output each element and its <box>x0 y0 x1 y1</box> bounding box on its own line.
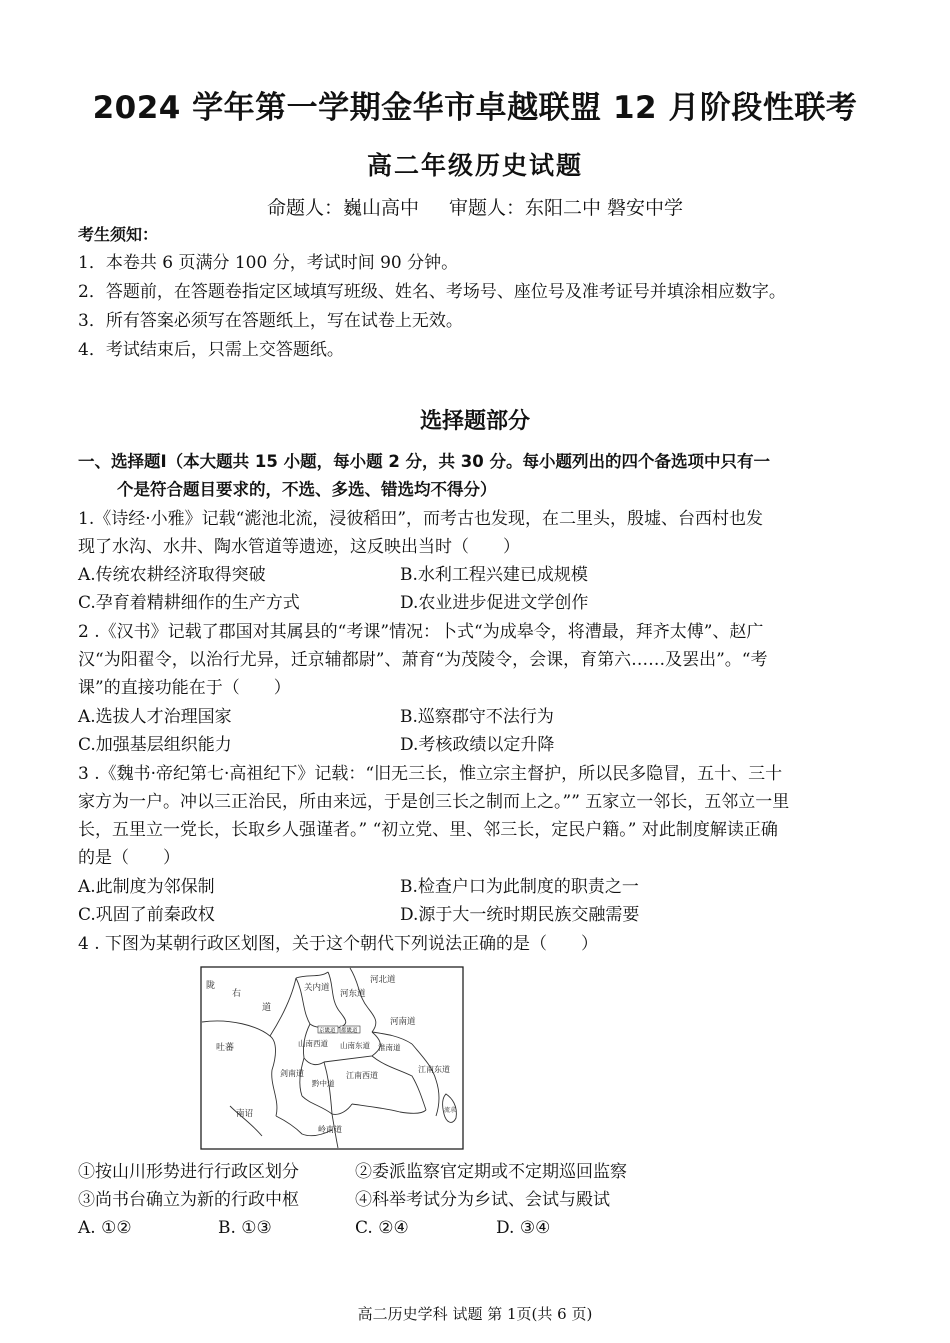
map-label-jiangnanxi: 江南西道 <box>346 1071 378 1080</box>
map-label-hedong: 河东道 <box>340 989 366 999</box>
q4-option-d: D. ③④ <box>496 1218 551 1238</box>
q3-text: 的是（ ） <box>78 848 180 868</box>
q1-text: 1.《诗经·小雅》记载“滮池北流，浸彼稻田”，而考古也发现，在二里头，殷墟、台西村也发 <box>78 509 764 529</box>
map-label-douji: 都畿道 <box>341 1028 358 1034</box>
map-label-shannanxi: 山南西道 <box>298 1039 328 1048</box>
q4-option-b: B. ①③ <box>218 1218 272 1238</box>
section-heading: 一、选择题Ⅰ（本大题共 15 小题，每小题 2 分，共 30 分。每小题列出的四个备选项中只有一 <box>78 452 771 471</box>
tang-administrative-map <box>200 966 464 1150</box>
page-footer: 高二历史学科 试题 第 1页(共 6 页) <box>357 1305 593 1323</box>
map-label-tubo: 吐蕃 <box>216 1043 235 1053</box>
map-label-hebei: 河北道 <box>370 975 396 985</box>
notice-item: 2．答题前，在答题卷指定区域填写班级、姓名、考场号、座位号及准考证号并填涂相应数字。 <box>78 282 786 302</box>
map-label-longyou: 陇 <box>206 981 216 991</box>
q2-text: 2 .《汉书》记载了郡国对其属县的“考课”情况：卜式“为成皋令，将漕最，拜齐太傅”、赵广 <box>78 622 764 642</box>
q2-text: 汉“为阳翟令，以治行尤异，迁京辅都尉”、萧育“为茂陵令，会课，育第六……及罢出”。“考 <box>78 650 768 670</box>
notice-item: 3．所有答案必须写在答题纸上，写在试卷上无效。 <box>78 311 463 331</box>
map-label-henan: 河南道 <box>390 1017 416 1027</box>
q3-option-b: B.检查户口为此制度的职责之一 <box>400 877 639 897</box>
q2-text: 课”的直接功能在于（ ） <box>78 678 291 698</box>
map-label-shannandong: 山南东道 <box>340 1041 370 1050</box>
q4-statement: ③尚书台确立为新的行政中枢 <box>78 1190 299 1210</box>
map-label-lingnan: 岭南道 <box>318 1125 342 1134</box>
q3-option-c: C.巩固了前秦政权 <box>78 905 215 925</box>
q1-option-b: B.水利工程兴建已成规模 <box>400 565 588 585</box>
q2-option-c: C.加强基层组织能力 <box>78 735 232 755</box>
q1-text: 现了水沟、水井、陶水管道等遗迹，这反映出当时（ ） <box>78 537 520 557</box>
map-label-jiannan: 剑南道 <box>280 1069 304 1078</box>
q3-option-a: A.此制度为邻保制 <box>78 877 215 897</box>
q4-option-a: A. ①② <box>78 1218 132 1238</box>
reviewer-text: 审题人：东阳二中 磐安中学 <box>448 197 684 219</box>
map-label: 道 <box>262 1003 272 1013</box>
q3-text: 3 .《魏书·帝纪第七·高祖纪下》记载：“旧无三长，惟立宗主督护，所以民多隐冒，五十、三十 <box>78 764 783 784</box>
exam-title: 2024 学年第一学期金华市卓越联盟 12 月阶段性联考 <box>92 90 858 126</box>
map-label-jiangnandong: 江南东道 <box>418 1065 450 1074</box>
q4-text: 4 . 下图为某朝行政区划图，关于这个朝代下列说法正确的是（ ） <box>78 934 599 954</box>
section-title: 选择题部分 <box>419 409 530 434</box>
q1-option-d: D.农业进步促进文学创作 <box>400 593 589 613</box>
map-label-jingji: 京畿道 <box>319 1028 336 1034</box>
q1-option-c: C.孕育着精耕细作的生产方式 <box>78 593 300 613</box>
map-label: 右 <box>232 989 242 999</box>
section-heading-cont: 个是符合题目要求的，不选、多选、错选均不得分） <box>117 480 497 499</box>
q2-option-d: D.考核政绩以定升降 <box>400 735 555 755</box>
q3-text: 家方为一户。冲以三正治民，所由来远，于是创三长之制而上之。”” 五家立一邻长，五邻立一里 <box>78 792 790 812</box>
q3-option-d: D.源于大一统时期民族交融需要 <box>400 905 640 925</box>
exam-subtitle: 高二年级历史试题 <box>366 151 583 180</box>
notice-item: 4．考试结束后，只需上交答题纸。 <box>78 340 344 360</box>
q3-text: 长，五里立一党长，长取乡人强谨者。” “初立党、里、邻三长，定民户籍。” 对此制度解读正确 <box>78 820 778 840</box>
author-text: 命题人：巍山高中 <box>266 197 419 219</box>
map-label-huainan: 淮南道 <box>378 1043 401 1052</box>
q2-option-b: B.巡察郡守不法行为 <box>400 707 554 727</box>
q4-statement: ②委派监察官定期或不定期巡回监察 <box>355 1162 627 1182</box>
q4-option-c: C. ②④ <box>355 1218 409 1238</box>
map-label-nanzhao: 南诏 <box>236 1109 254 1119</box>
q1-option-a: A.传统农耕经济取得突破 <box>78 565 266 585</box>
exam-authors <box>0 193 950 220</box>
map-label-guannei: 关内道 <box>304 983 330 993</box>
map-label-qianzhong: 黔中道 <box>312 1079 335 1088</box>
notice-heading: 考生须知： <box>78 225 159 244</box>
q4-statement: ④科举考试分为乡试、会试与殿试 <box>355 1190 610 1210</box>
notice-item: 1．本卷共 6 页满分 100 分，考试时间 90 分钟。 <box>78 253 459 273</box>
q4-statement: ①按山川形势进行行政区划分 <box>78 1162 299 1182</box>
q2-option-a: A.选拔人才治理国家 <box>78 707 232 727</box>
map-label-liuqiu: 流求 <box>444 1107 457 1114</box>
